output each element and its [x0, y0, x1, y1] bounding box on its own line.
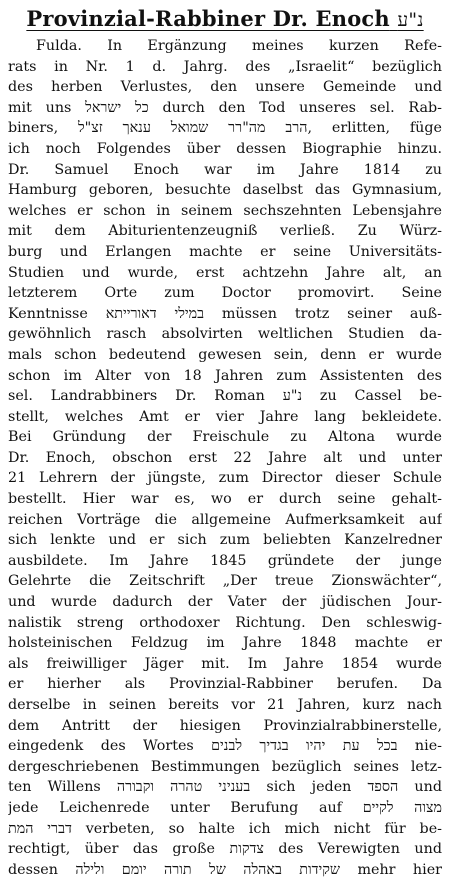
- article-line: mit uns כל ישראל durch den Tod unseres sel. Rab-: [8, 99, 442, 116]
- article-line: letzterem Orte zum Doctor promovirt. Seine: [8, 285, 442, 302]
- article-line: Studien und wurde, erst achtzehn Jahre alt, an: [8, 264, 442, 281]
- article-line: dessen שקידות באהלה של תורה יומם ולילה mehr hier: [8, 861, 442, 878]
- headline-title: Provinzial-Rabbiner Dr. Enoch: [26, 6, 390, 31]
- article-line: Fulda. In Ergänzung meines kurzen Refe-: [36, 38, 442, 54]
- article-line: Bei Gründung der Freischule zu Altona wurde: [8, 429, 442, 446]
- article-line: biners, הרב מה"רר שמואל ענאך זצ"ל, erlitten, füge: [8, 120, 442, 137]
- article-line: schon im Alter von 18 Jahren zum Assistenten des: [8, 367, 442, 384]
- article-line: Gelehrte die Zeitschrift „Der treue Zionswächter“,: [8, 573, 442, 590]
- article-line: ausbildete. Im Jahre 1845 gründete der junge: [8, 552, 442, 569]
- article-line: mals schon bedeutend gewesen sein, denn er wurde: [8, 346, 442, 363]
- article-line: jede Leichenrede unter Berufung auf מצוה לקיים: [8, 799, 442, 816]
- article-line: derselbe in seinen bereits vor 21 Jahren, kurz nach: [8, 697, 442, 713]
- article-line: des herben Verlustes, den unsere Gemeinde und: [8, 79, 442, 96]
- article-line: sich lenkte und er sich zum beliebten Kanzelredner: [8, 532, 442, 549]
- article-line: welches er schon in seinem sechszehnten Lebensjahre: [8, 202, 442, 219]
- article-line: reichen Vorträge die allgemeine Aufmerksamkeit auf: [8, 511, 442, 528]
- article-line: nalistik streng orthodoxer Richtung. Den schleswig-: [8, 614, 442, 631]
- article-line: gewöhnlich rasch absolvirten weltlichen Studien da-: [8, 326, 442, 343]
- article-line: und wurde dadurch der Vater der jüdischen Jour-: [8, 594, 442, 611]
- article-line: Dr. Samuel Enoch war im Jahre 1814 zu: [8, 161, 442, 178]
- article-line: burg und Erlangen machte er seine Universitäts-: [8, 243, 442, 260]
- article-headline: [8, 4, 442, 34]
- article-line: דברי המת verbeten, so halte ich mich nicht für be-: [8, 820, 442, 837]
- article-line: dem Antritt der hiesigen Provinzialrabbinerstelle,: [8, 717, 442, 734]
- article-line: stellt, welches Amt er vier Jahre lang bekleidete.: [8, 408, 442, 425]
- article-line: als freiwilliger Jäger mit. Im Jahre 1854 wurde: [8, 655, 442, 672]
- article-line: mit dem Abiturientenzeugniß verließ. Zu Würz-: [8, 223, 442, 240]
- article-body: [8, 36, 442, 880]
- article-line: dergeschriebenen Bestimmungen bezüglich seines letz-: [8, 758, 442, 775]
- article-line: bestellt. Hier war es, wo er durch seine gehalt-: [8, 491, 442, 508]
- article-line: rechtigt, über das große צדקות des Verewigten und: [8, 841, 442, 858]
- article-line: Dr. Enoch, obschon erst 22 Jahre alt und unter: [8, 449, 442, 466]
- article-line: eingedenk des Wortes בכל עת יהיו בגדיך לבנים nie-: [8, 738, 442, 755]
- article-line: ten Willens בעניני טהרה וקבורה sich jeden הספד und: [8, 779, 442, 796]
- article-line: Hamburg geboren, besuchte daselbst das Gymnasium,: [8, 182, 442, 199]
- headline-honorific: נ"ע: [397, 9, 424, 31]
- article-line: rats in Nr. 1 d. Jahrg. des „Israelit“ bezüglich: [8, 58, 442, 75]
- article-line: 21 Lehrern der jüngste, zum Director dieser Schule: [8, 470, 442, 487]
- article-line: er hierher als Provinzial-Rabbiner berufen. Da: [8, 676, 442, 693]
- article-line: Kenntnisse במילי דאורייתא müssen trotz seiner auß-: [8, 305, 442, 322]
- article-line: ich noch Folgendes über dessen Biographie hinzu.: [8, 140, 442, 157]
- article-line: sel. Landrabbiners Dr. Roman נ"ע zu Cassel be-: [8, 388, 442, 405]
- article-line: holsteinischen Feldzug im Jahre 1848 machte er: [8, 635, 442, 652]
